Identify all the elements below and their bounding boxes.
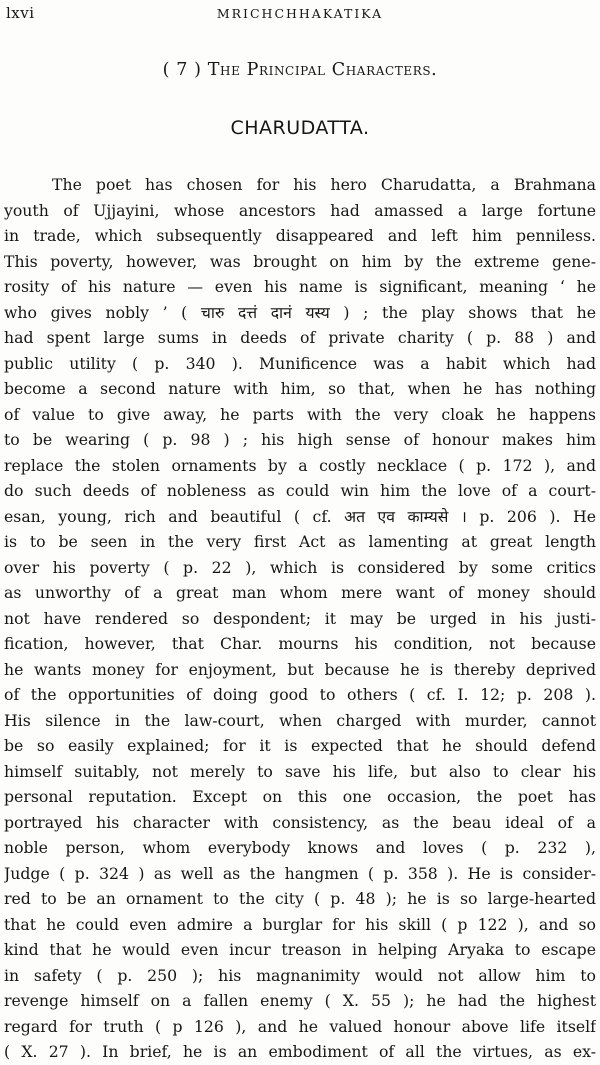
body-line: that he could even admire a burglar for his skill ( p 122 ), and so <box>4 914 596 934</box>
section-number: ( 7 ) <box>162 60 202 80</box>
page-header <box>6 4 594 24</box>
body-line: as unworthy of a great man whom mere want of money should <box>4 583 596 602</box>
body-line: become a second nature with him, so that, when he has nothing <box>4 379 596 398</box>
body-line: portrayed his character with consistency, as the beau ideal of a <box>4 812 596 832</box>
body-line: do such deeds of nobleness as could win him the love of a court- <box>4 481 596 500</box>
body-line: to be wearing ( p. 98 ) ; his high sense of honour makes him <box>4 430 596 449</box>
body-line: who gives nobly ’ ( चारु दत्तं दानं यस्य ) ; the play shows that he <box>4 302 596 322</box>
body-line: red to be an ornament to the city ( p. 48 ); he is so large-hearted <box>4 889 596 908</box>
body-line: over his poverty ( p. 22 ), which is considered by some critics <box>4 557 596 577</box>
body-line: public utility ( p. 340 ). Munificence was a habit which had <box>4 353 596 373</box>
body-line: Judge ( p. 324 ) as well as the hangmen ( p. 358 ). He is consider- <box>4 863 596 883</box>
body-line: youth of Ujjayini, whose ancestors had amassed a large fortune <box>4 200 596 220</box>
body-line: noble person, whom everybody knows and loves ( p. 232 ), <box>4 838 596 857</box>
page-number: lxvi <box>6 4 35 22</box>
body-line: personal reputation. Except on this one occasion, the poet has <box>4 787 596 806</box>
character-heading: CHARUDATTA. <box>230 117 370 139</box>
body-line: kind that he would even incur treason in helping Aryaka to escape <box>4 940 596 959</box>
body-line: in trade, which subsequently disappeared and left him penniless. <box>4 226 596 245</box>
body-line: in safety ( p. 250 ); his magnanimity would not allow him to <box>4 965 596 985</box>
body-line: is to be seen in the very first Act as lamenting at great length <box>4 532 596 551</box>
section-title: The Principal Characters. <box>207 60 438 80</box>
body-line: His silence in the law-court, when charged with murder, cannot <box>4 710 596 730</box>
body-line: regard for truth ( p 126 ), and he valued honour above life itself <box>4 1016 596 1036</box>
body-line: be so easily explained; for it is expected that he should defend <box>4 736 596 755</box>
body-line: This poverty, however, was brought on him by the extreme gene- <box>4 251 596 271</box>
body-line: of value to give away, he parts with the very cloak he happens <box>4 404 596 424</box>
body-line: of the opportunities of doing good to others ( cf. I. 12; p. 208 ). <box>4 685 596 704</box>
body-line: fication, however, that Char. mourns his condition, not because <box>4 634 596 653</box>
body-line: revenge himself on a fallen enemy ( X. 55 ); he had the highest <box>4 991 596 1010</box>
section-heading <box>0 60 600 80</box>
body-line: he wants money for enjoyment, but because he is thereby deprived <box>4 659 596 679</box>
body-line: had spent large sums in deeds of private charity ( p. 88 ) and <box>4 328 596 347</box>
body-line: The poet has chosen for his hero Charudatta, a Brahmana <box>52 175 596 194</box>
body-line: replace the stolen ornaments by a costly necklace ( p. 172 ), and <box>4 455 596 475</box>
body-text <box>4 172 596 1065</box>
body-line: ( X. 27 ). In brief, he is an embodiment of all the virtues, as ex- <box>4 1042 596 1061</box>
body-line: rosity of his nature — even his name is significant, meaning ‘ he <box>4 277 596 296</box>
body-line: not have rendered so despondent; it may be urged in his justi- <box>4 608 596 628</box>
body-line: himself suitably, not merely to save his life, but also to clear his <box>4 761 596 781</box>
body-line: esan, young, rich and beautiful ( cf. अत एव काम्यसे । p. 206 ). He <box>4 506 596 526</box>
running-title: MRICHCHHAKATIKA <box>216 6 384 21</box>
